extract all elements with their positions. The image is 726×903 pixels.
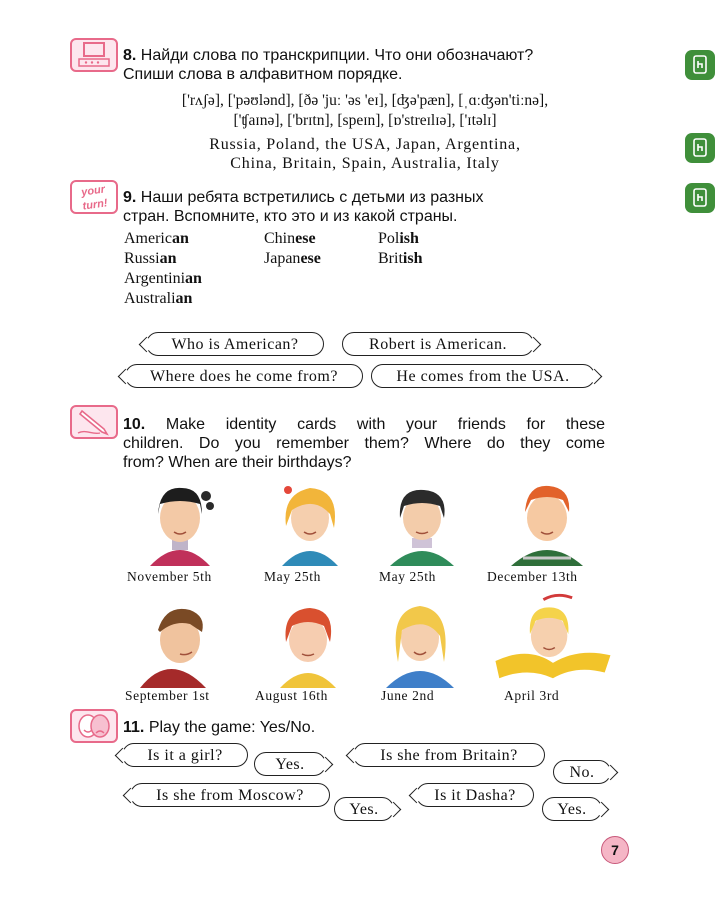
nationality-russian: Russian — [124, 250, 177, 267]
child-portrait-1 — [130, 474, 230, 566]
speech-bubble-question: Is it a girl? — [122, 743, 248, 767]
transcriptions: ['rʌʃə], ['pəʊlənd], [ðə 'juː 'əs 'eɪ], [ʤə'pæn], [ˌɑːʤən'tiːnə], ['ʧaɪnə], ['brɪtn], [speɪn], [ɒ'streɪlɪə], ['ɪtəlɪ] — [181, 92, 549, 129]
birthday-caption: May 25th — [264, 569, 321, 584]
speech-bubble-answer: No. — [553, 760, 611, 784]
exercise-9-instruction: 9. Наши ребята встретились с детьми из разных стран. Вспомните, кто это и из какой страны. — [123, 189, 484, 225]
speech-bubble-answer: Yes. — [334, 797, 394, 821]
speech-bubble-answer: Robert is American. — [342, 332, 534, 356]
speech-bubble-question: Is she from Moscow? — [130, 783, 330, 807]
nationality-american: American — [124, 230, 189, 247]
child-portrait-3 — [372, 474, 472, 566]
page-number: 7 — [601, 836, 629, 864]
audio-hand-icon-3[interactable] — [685, 183, 715, 213]
audio-hand-icon-1[interactable] — [685, 50, 715, 80]
speech-bubble-answer: He comes from the USA. — [371, 364, 595, 388]
speech-bubble-answer: Yes. — [542, 797, 602, 821]
nationality-polish: Polish — [378, 230, 419, 247]
nationality-japanese: Japanese — [264, 250, 321, 267]
pen-write-icon — [70, 405, 118, 439]
theatre-masks-icon — [70, 709, 118, 743]
birthday-caption: December 13th — [487, 569, 578, 584]
exercise-number: 8. — [123, 47, 137, 64]
child-portrait-4 — [497, 474, 597, 566]
birthday-caption: August 16th — [255, 688, 328, 703]
child-portrait-2 — [260, 474, 360, 566]
your-turn-badge: your turn! — [70, 180, 118, 214]
nationality-australian: Australian — [124, 290, 193, 307]
speech-bubble-question: Is she from Britain? — [353, 743, 545, 767]
birthday-caption: May 25th — [379, 569, 436, 584]
child-portrait-8 — [487, 592, 617, 684]
birthday-caption: April 3rd — [504, 688, 560, 703]
nationality-chinese: Chinese — [264, 230, 316, 247]
exercise-number: 10. — [123, 416, 146, 433]
child-portrait-7 — [370, 596, 470, 688]
speech-bubble-answer: Yes. — [254, 752, 326, 776]
birthday-caption: September 1st — [125, 688, 210, 703]
computer-icon — [70, 38, 118, 72]
exercise-10-instruction: 10. Make identity cards with your friends for these children. Do you remember them? Where do they come from? When are their birthdays? — [123, 416, 605, 471]
audio-hand-icon-2[interactable] — [685, 133, 715, 163]
speech-bubble-question: Is it Dasha? — [416, 783, 534, 807]
child-portrait-6 — [258, 596, 358, 688]
exercise-11-instruction: 11. Play the game: Yes/No. — [123, 719, 316, 736]
exercise-8-instruction: 8. Найди слова по транскрипции. Что они обозначают? Спиши слова в алфавитном порядке. — [123, 47, 534, 83]
exercise-number: 11. — [123, 719, 145, 736]
speech-bubble-question: Who is American? — [146, 332, 324, 356]
child-portrait-5 — [130, 596, 230, 688]
nationality-british: British — [378, 250, 423, 267]
birthday-caption: November 5th — [127, 569, 212, 584]
country-list: Russia, Poland, the USA, Japan, Argentina, China, Britain, Spain, Australia, Italy — [209, 136, 521, 172]
exercise-number: 9. — [123, 189, 137, 206]
nationality-argentinian: Argentinian — [124, 270, 202, 287]
birthday-caption: June 2nd — [381, 688, 435, 703]
speech-bubble-question: Where does he come from? — [125, 364, 363, 388]
